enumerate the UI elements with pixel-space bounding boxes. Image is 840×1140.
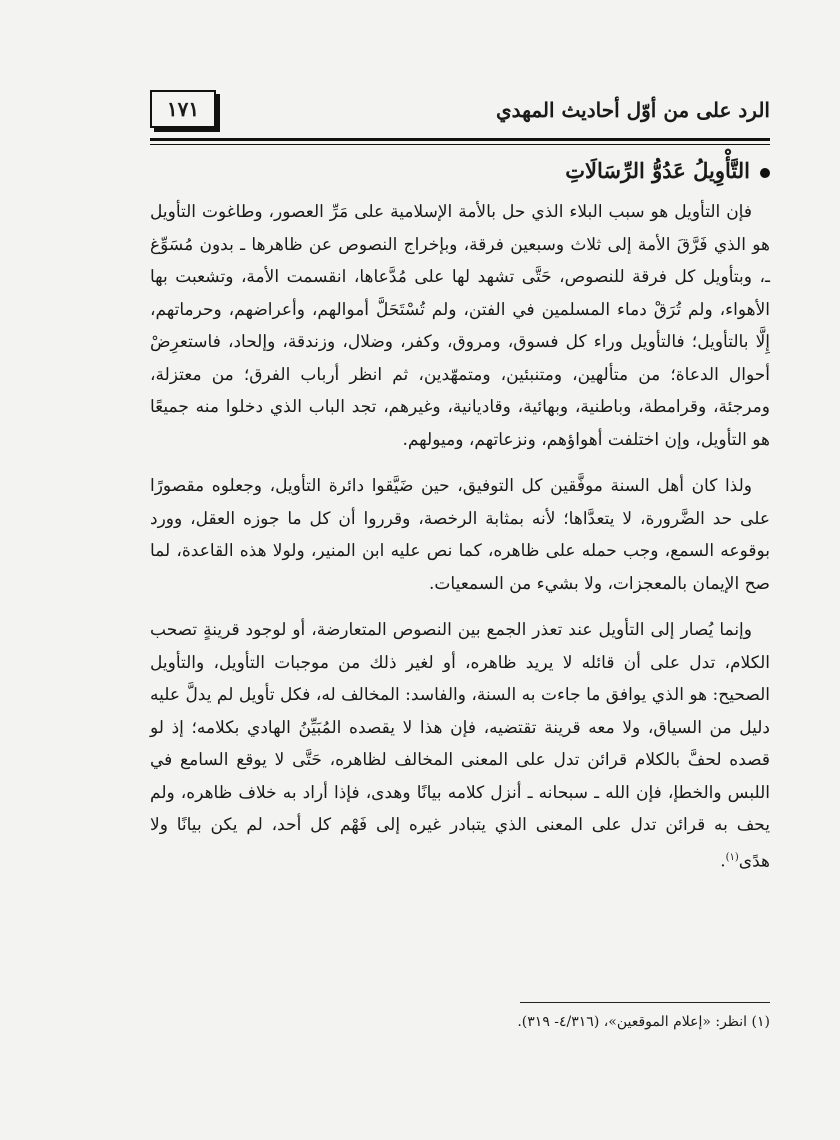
paragraph-1: فإن التأويل هو سبب البلاء الذي حل بالأمة الإسلامية على مَرِّ العصور، وطاغوت التأويل هو الذي فَرَّقَ الأمة إلى ثلاث وسبعين فرقة، وبإخراج النصوص عن ظاهرها ـ بدون مُسَوِّغ ـ، وبتأويل كل فرقة للنصوص، حَتَّى تشهد لها على مُدَّعاها، انقسمت الأمة، وتشعبت بها الأهواء، ولم تُرَقْ دماء المسلمين في الفتن، ولم تُسْتَحَلَّ أموالهم، وأعراضهم، وحرماتهم، إِلَّا بالتأويل؛ فالتأويل وراء كل فسوق، ومروق، وكفر، وضلال، وزندقة، وإلحاد، فاستعرِضْ أحوال الدعاة؛ من متألهين، ومتنبئين، ومتمهّدين، ثم انظر أرباب الفرق؛ من معتزلة، ومرجئة، وقرامطة، وباطنية، وبهائية، وقاديانية، وغيرهم، تجد الباب الذي دخلوا منه جميعًا هو التأويل، وإن اختلفت أهواؤهم، ونزعاتهم، وميولهم. <box>150 202 770 450</box>
paragraph-3: وإنما يُصار إلى التأويل عند تعذر الجمع بين النصوص المتعارضة، أو لوجود قرينةٍ تصحب الكلام، تدل على أن قائله لا يريد ظاهره، أو لغير ذلك من موجبات التأويل، والتأويل الصحيح: هو الذي يوافق ما جاءت به السنة، والفاسد: المخالف له، فكل تأويل لم يدلَّ عليه دليل من السياق، ولا معه قرينة تقتضيه، فإن هذا لا يقصده المُبَيِّنُ الهادي بكلامه؛ إذ لو قصده لحفَّ بالكلام قرائن تدل على المعنى المخالف لظاهره، حَتَّى لا يوقع السامع في اللبس والخطإ، فإن الله ـ سبحانه ـ أنزل كلامه بيانًا وهدى، فإذا أراد به خلاف ظاهره، ولم يحف به قرائن تدل على المعنى الذي يتبادر غيره إلى فَهْم كل أحد، لم يكن بيانًا ولا هدًى$^{(١)}$. <box>150 620 770 872</box>
paragraph-3-text: وإنما يُصار إلى التأويل عند تعذر الجمع بين النصوص المتعارضة، أو لوجود قرينةٍ تصحب الكلام، تدل على أن قائله لا يريد ظاهره، أو لغير ذلك من موجبات التأويل، والتأويل الصحيح: هو الذي يوافق ما جاءت به السنة، والفاسد: المخالف له، فكل تأويل لم يدلَّ عليه دليل من السياق، ولا معه قرينة تقتضيه، فإن هذا لا يقصده المُبَيِّنُ الهادي بكلامه؛ إذ لو قصده لحفَّ بالكلام قرائن تدل على المعنى المخالف لظاهره، حَتَّى لا يوقع السامع في اللبس والخطإ، فإن الله ـ سبحانه ـ أنزل كلامه بيانًا وهدى، فإذا أراد به خلاف ظاهره، ولم يحف به قرائن تدل على المعنى الذي يتبادر غيره إلى فَهْم كل أحد، لم يكن بيانًا ولا هدًى <box>150 620 770 872</box>
header-rule-thin <box>150 144 770 145</box>
running-title: الرد على من أوّل أحاديث المهدي <box>495 98 770 122</box>
page-number: ١٧١ <box>150 90 216 128</box>
footnote-reference[interactable]: (١) <box>725 851 739 863</box>
footnote-divider <box>520 1002 770 1003</box>
footnote: (١) انظر: «إعلام الموقعين»، (٤/٣١٦- ٣١٩). <box>517 1014 770 1030</box>
section-heading <box>130 158 770 183</box>
bullet-icon <box>760 168 770 178</box>
paragraph-2: ولذا كان أهل السنة موفَّقين كل التوفيق، حين ضَيَّقوا دائرة التأويل، وجعلوه مقصورًا على حد الضَّرورة، لا يتعدَّاها؛ لأنه بمثابة الرخصة، وقرروا أن كل ما جوزه العقل، وورد بوقوعه السمع، وجب حمله على ظاهره، كما نص عليه ابن المنير، ولولا هذه القاعدة، لما صح الإيمان بالمعجزات، ولا بشيء من السمعيات. <box>150 476 770 594</box>
header-rule <box>150 138 770 141</box>
page-header <box>150 90 770 134</box>
section-heading-text: التَّأْوِيلُ عَدُوُّ الرِّسَالَاتِ <box>565 158 750 183</box>
body-text <box>150 196 770 878</box>
